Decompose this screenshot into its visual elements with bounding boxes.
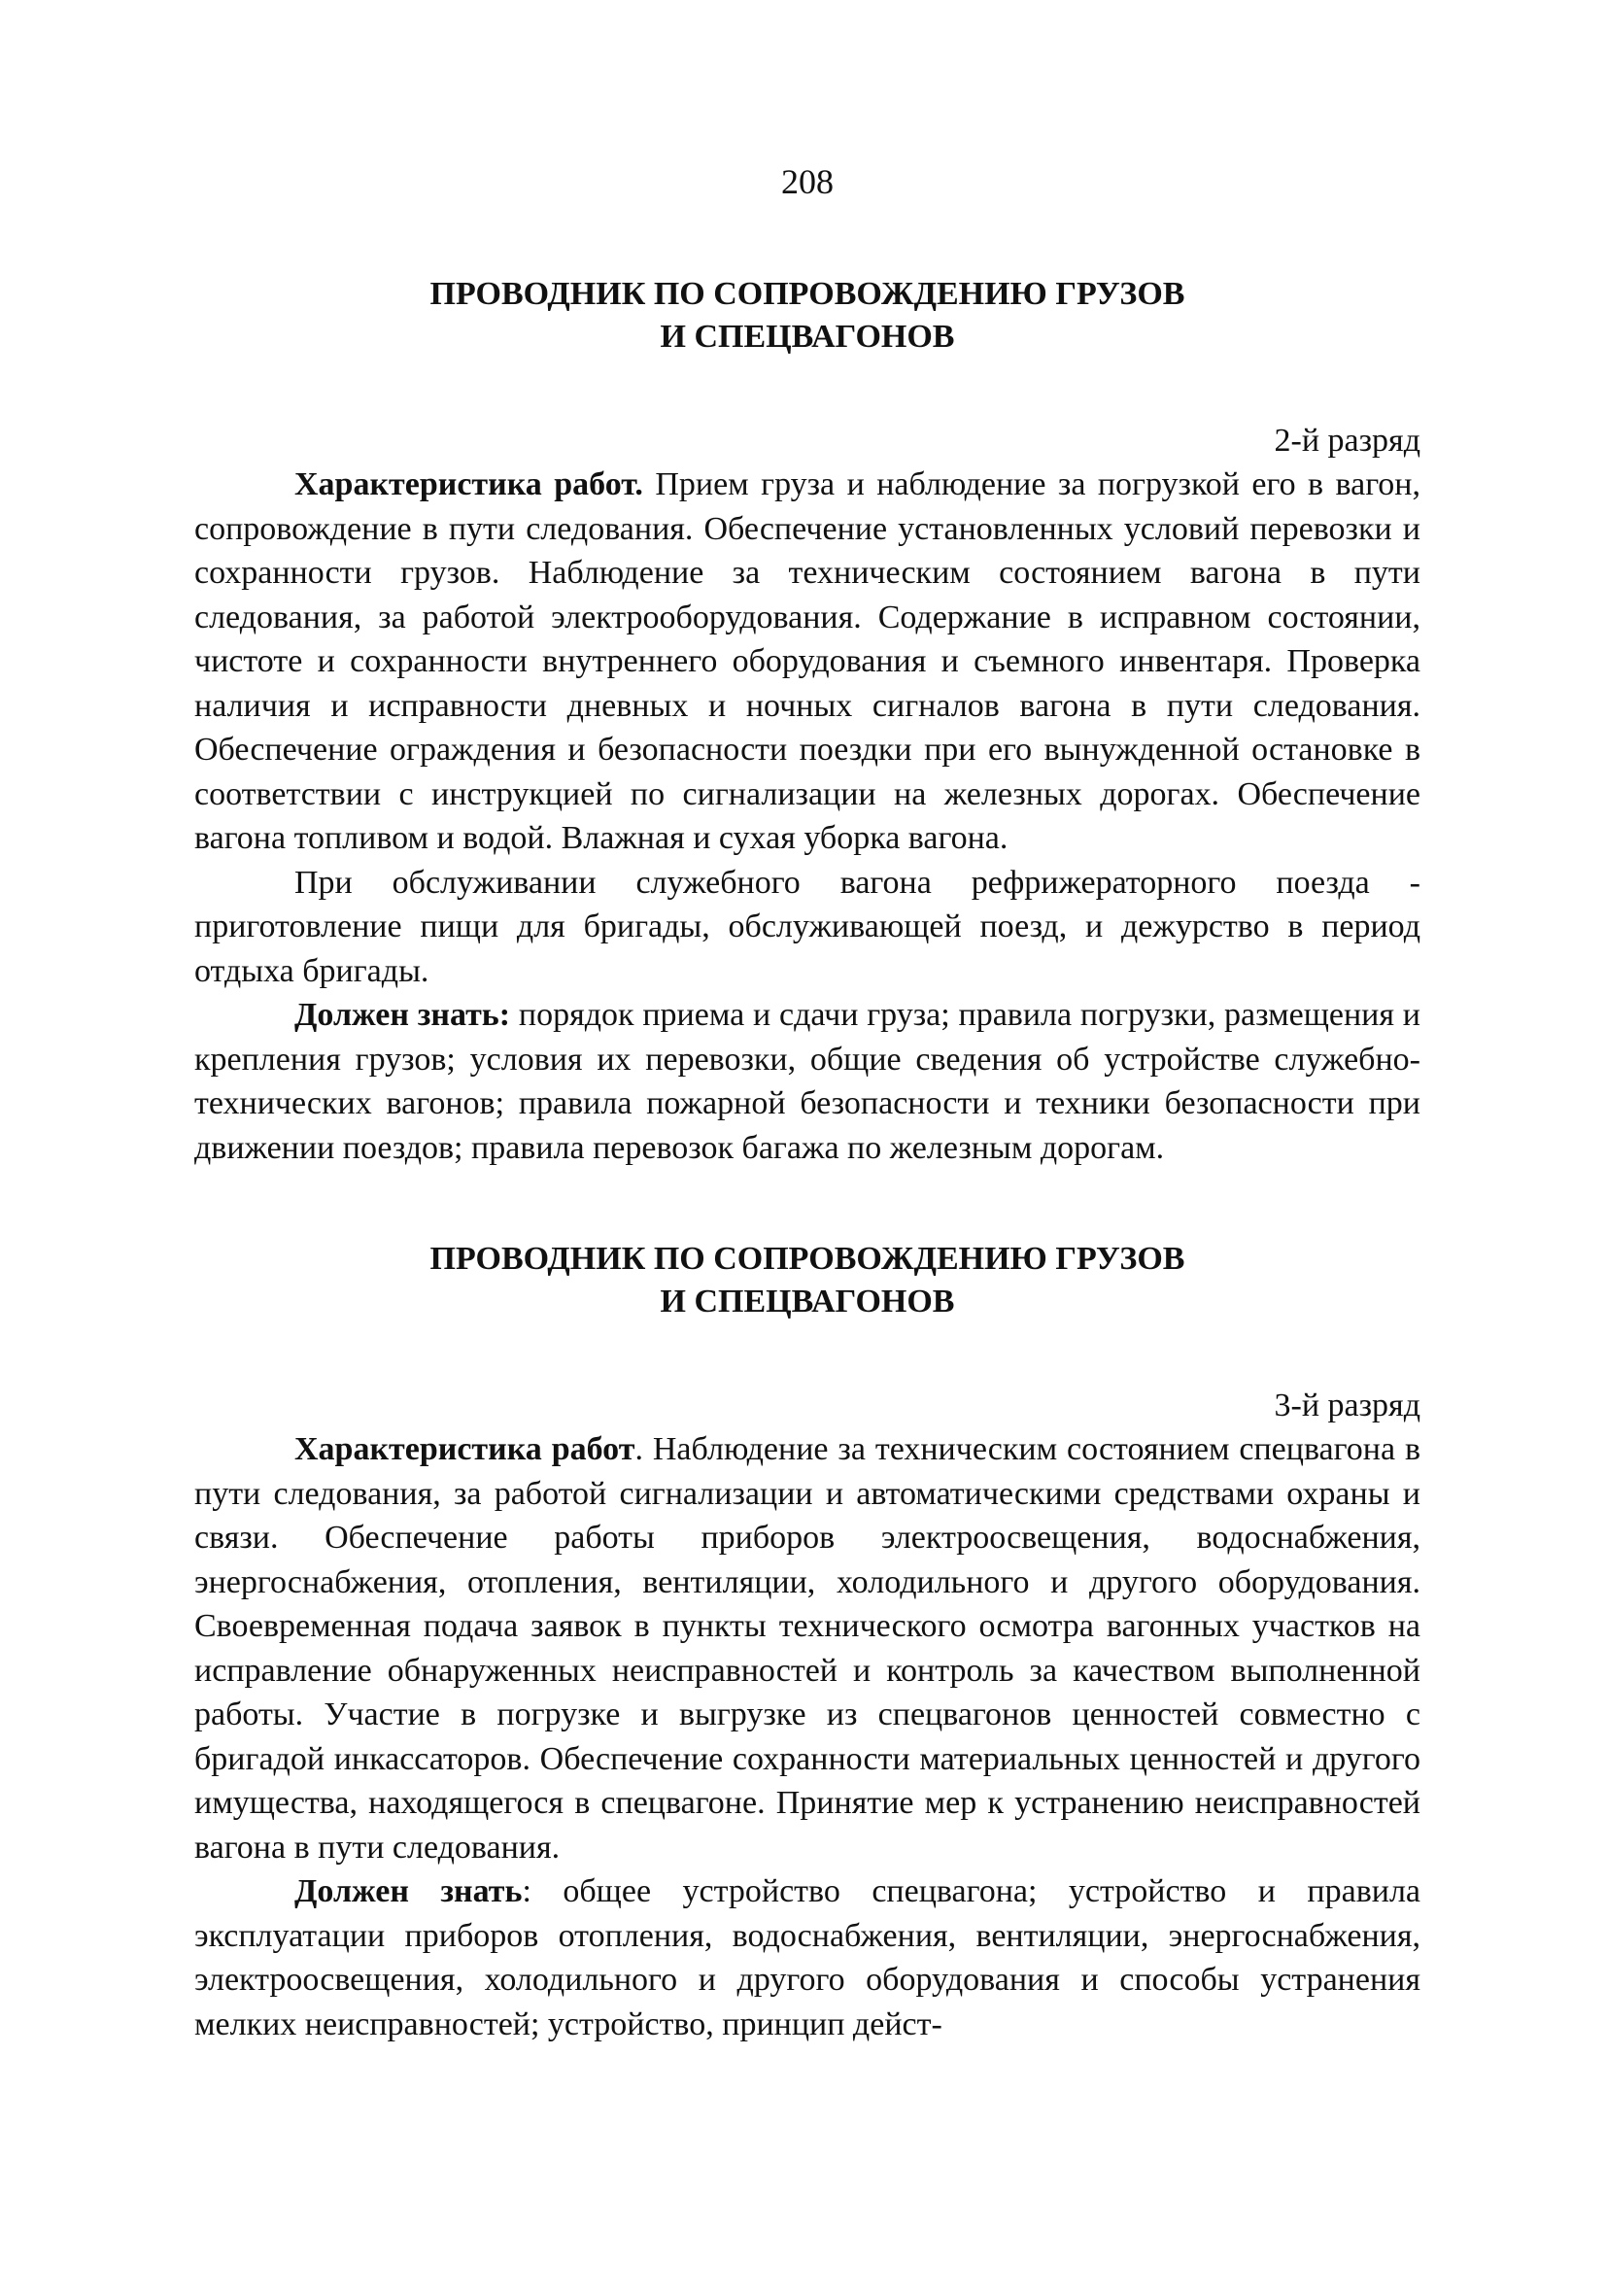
section-heading-line-2: И СПЕЦВАГОНОВ: [660, 1284, 955, 1319]
section-grade-3: [194, 1238, 1420, 2046]
section-grade-2: [194, 273, 1420, 1170]
knowledge-label: Должен знать:: [294, 997, 511, 1033]
characteristics-paragraph: [194, 463, 1420, 861]
grade-label: 2-й разряд: [1274, 423, 1420, 459]
section-heading: [194, 273, 1420, 359]
characteristics-text: . Наблюдение за техническим состоянием спецвагона в пути следования, за работой сигнализации и автоматическими средствами охраны и связи. Обеспечение работы приборов электроосвещения, водоснабжения, энергоснабжения, отопления, вентиляции, холодильного и другого оборудования. Своевременная подача заявок в пункты технического осмотра вагонных участков на исправление обнаруженных неисправностей и контроль за качеством выполненной работы. Участие в погрузке и выгрузке из спецвагонов ценностей совместно с бригадой инкассаторов. Обеспечение сохранности материальных ценностей и другого имущества, находящегося в спецвагоне. Принятие мер к устранению неисправностей вагона в пути следования.: [194, 1431, 1421, 1866]
document-page: [194, 160, 1420, 2046]
extra-paragraph: При обслуживании служебного вагона рефрижераторного поезда - приготовление пищи для бригады, обслуживающей поезд, и дежурство в период отдыха бригады.: [194, 864, 1420, 989]
section-gap: [194, 1170, 1420, 1238]
characteristics-label: Характеристика работ.: [294, 466, 643, 502]
knowledge-paragraph: [194, 993, 1420, 1170]
knowledge-label: Должен знать: [294, 1873, 523, 1909]
knowledge-text: порядок приема и сдачи груза; правила погрузки, размещения и крепления грузов; условия их перевозки, общие сведения об устройстве служебно-технических вагонов; правила пожарной безопасности и техники безопасности при движении поездов; правила перевозок багажа по железным дорогам.: [194, 997, 1421, 1166]
page-number: 208: [781, 162, 834, 201]
knowledge-paragraph: [194, 1869, 1420, 2046]
knowledge-text: : общее устройство спецвагона; устройство и правила эксплуатации приборов отопления, водоснабжения, вентиляции, энергоснабжения, электроосвещения, холодильного и другого оборудования и способы устранения мелких неисправностей; устройство, принцип дейст-: [194, 1873, 1421, 2042]
section-heading-line-1: ПРОВОДНИК ПО СОПРОВОЖДЕНИЮ ГРУЗОВ: [429, 276, 1185, 312]
characteristics-label: Характеристика работ: [294, 1431, 635, 1467]
section-heading: [194, 1238, 1420, 1323]
grade-label: 3-й разряд: [1274, 1388, 1420, 1423]
section-heading-line-2: И СПЕЦВАГОНОВ: [660, 319, 955, 355]
characteristics-text: Прием груза и наблюдение за погрузкой его в вагон, сопровождение в пути следования. Обеспечение установленных условий перевозки и сохранности грузов. Наблюдение за техническим состоянием вагона в пути следования, за работой электрооборудования. Содержание в исправном состоянии, чистоте и сохранности внутреннего оборудования и съемного инвентаря. Проверка наличия и исправности дневных и ночных сигналов вагона в пути следования. Обеспечение ограждения и безопасности поездки при его вынужденной остановке в соответствии с инструкцией по сигнализации на железных дорогах. Обеспечение вагона топливом и водой. Влажная и сухая уборка вагона.: [194, 466, 1421, 856]
characteristics-paragraph: [194, 1427, 1420, 1869]
section-heading-line-1: ПРОВОДНИК ПО СОПРОВОЖДЕНИЮ ГРУЗОВ: [429, 1241, 1185, 1277]
